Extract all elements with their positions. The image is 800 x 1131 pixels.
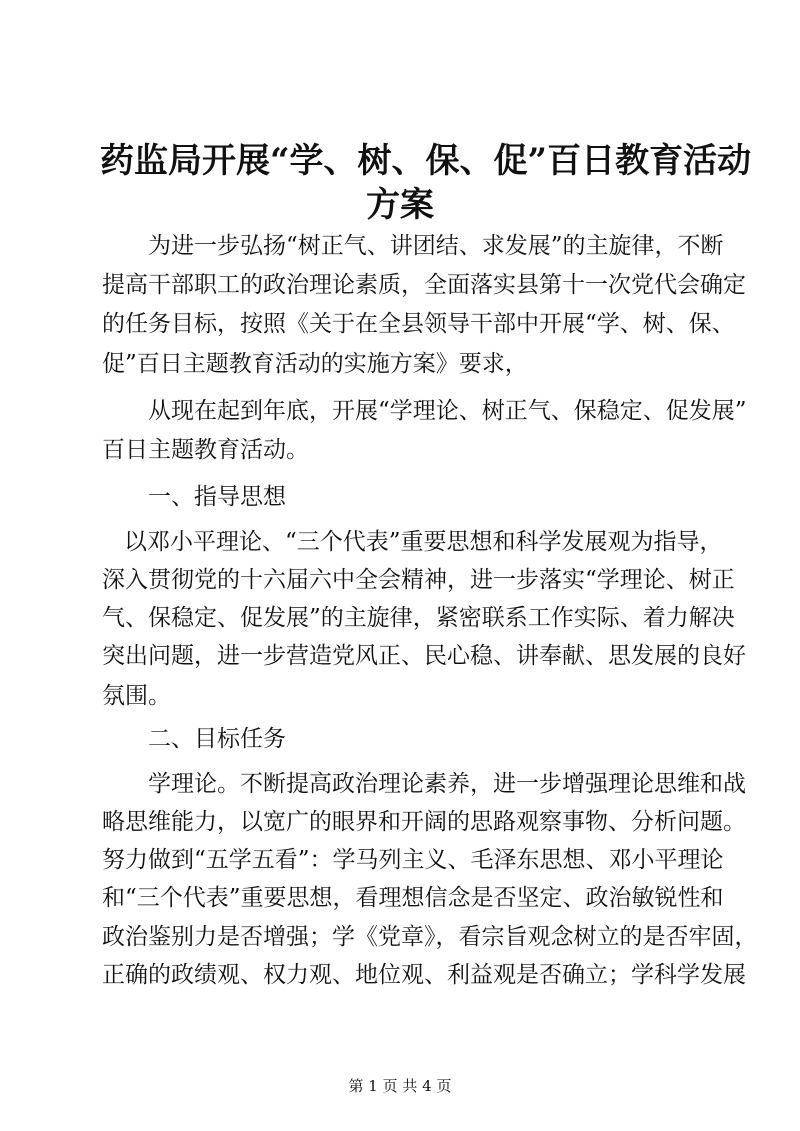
- body-line: 百日主题教育活动。: [102, 437, 309, 463]
- body-line: 正确的政绩观、权力观、地位观、利益观是否确立；学科学发展: [102, 962, 746, 988]
- body-line: 以邓小平理论、“三个代表”重要思想和科学发展观为指导，: [124, 529, 723, 555]
- body-line: 气、保稳定、促发展”的主旋律，紧密联系工作实际、着力解决: [102, 605, 735, 631]
- section-heading: 二、目标任务: [148, 726, 286, 752]
- body-line: 学理论。不断提高政治理论素养，进一步增强理论思维和战: [148, 771, 746, 797]
- document-title-line-2: 方案: [366, 185, 434, 225]
- body-line: 略思维能力，以宽广的眼界和开阔的思路观察事物、分析问题。: [102, 809, 746, 835]
- body-line: 氛围。: [102, 683, 171, 709]
- body-line: 和“三个代表”重要思想，看理想信念是否坚定、政治敏锐性和: [102, 885, 724, 911]
- document-title-line-1: 药监局开展“学、树、保、促”百日教育活动: [100, 141, 752, 181]
- body-line: 为进一步弘扬“树正气、讲团结、求发展”的主旋律，不断: [148, 233, 724, 259]
- body-line: 促”百日主题教育活动的实施方案》要求，: [102, 351, 528, 377]
- body-line: 的任务目标，按照《关于在全县领导干部中开展“学、树、保、: [102, 311, 735, 337]
- body-line: 从现在起到年底，开展“学理论、树正气、保稳定、促发展”: [148, 398, 747, 424]
- body-line: 政治鉴别力是否增强；学《党章》，看宗旨观念树立的是否牢固，: [102, 924, 758, 950]
- body-line: 提高干部职工的政治理论素质，全面落实县第十一次党代会确定: [102, 272, 746, 298]
- body-line: 深入贯彻党的十六届六中全会精神，进一步落实“学理论、树正: [102, 567, 735, 593]
- page-number: 第 1 页 共 4 页: [348, 1077, 452, 1095]
- section-heading: 一、指导思想: [148, 484, 286, 510]
- body-line: 努力做到“五学五看”：学马列主义、毛泽东思想、邓小平理论: [102, 847, 724, 873]
- body-line: 突出问题，进一步营造党风正、民心稳、讲奉献、思发展的良好: [102, 643, 746, 669]
